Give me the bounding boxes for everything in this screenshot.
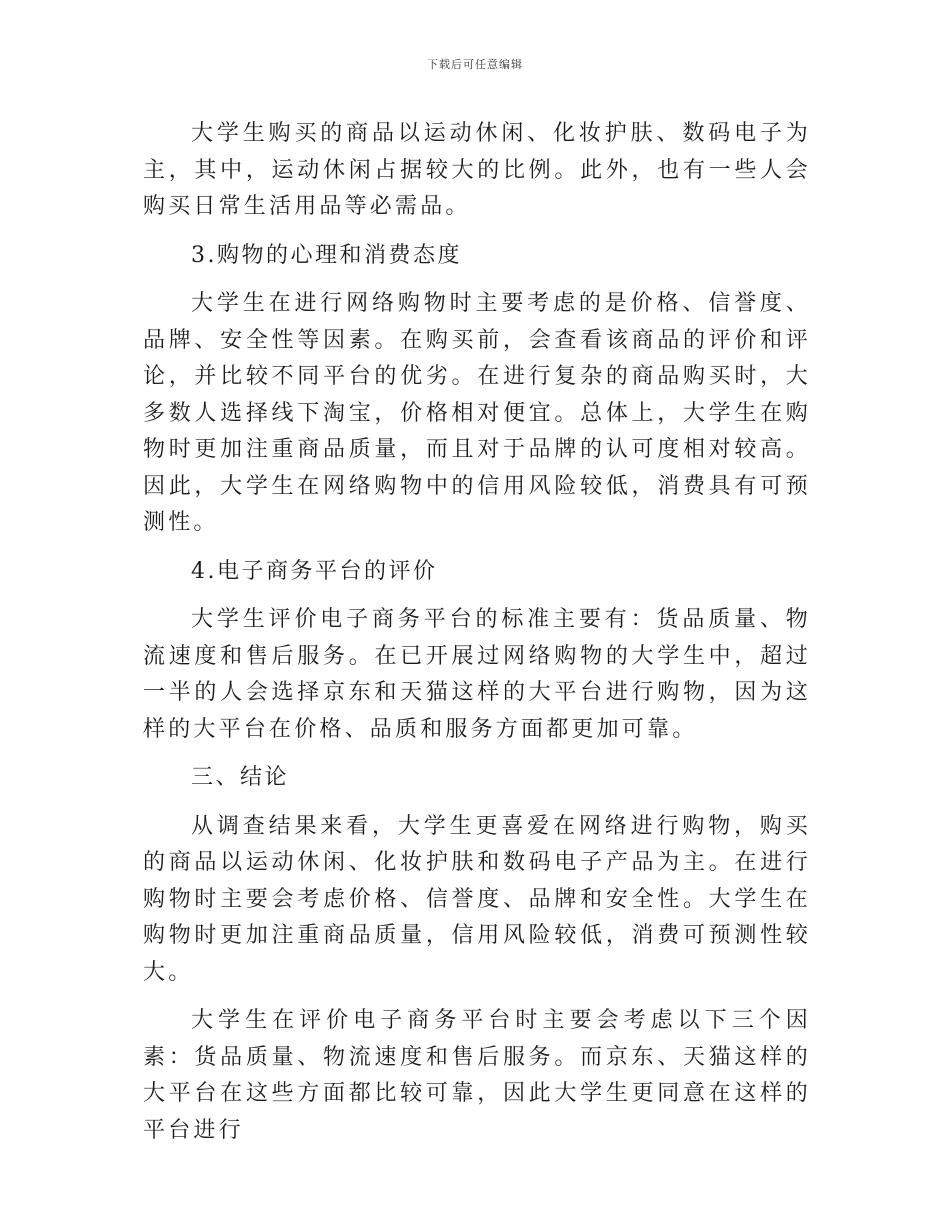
section-heading-platform-evaluation: 4.电子商务平台的评价: [191, 558, 438, 584]
paragraph-shopping-psychology: 大学生在进行网络购物时主要考虑的是价格、信誉度、品牌、安全性等因素。在购买前，会查看该商品的评价和评论，并比较不同平台的优劣。在进行复杂的商品购买时，大多数人选择线下淘宝，价格相对便宜。总体上，大学生在购物时更加注重商品质量，而且对于品牌的认可度相对较高。因此，大学生在网络购物中的信用风险较低，消费具有可预测性。: [143, 291, 811, 535]
page-header: 下载后可任意编辑: [427, 58, 523, 71]
section-heading-conclusion: 三、结论: [191, 765, 290, 790]
section-heading-shopping-psychology: 3.购物的心理和消费态度: [191, 242, 462, 268]
paragraph-purchased-goods: 大学生购买的商品以运动休闲、化妆护肤、数码电子为主，其中，运动休闲占据较大的比例。此外，也有一些人会购买日常生活用品等必需品。: [143, 121, 811, 219]
paragraph-platform-evaluation: 大学生评价电子商务平台的标准主要有：货品质量、物流速度和售后服务。在已开展过网络购物的大学生中，超过一半的人会选择京东和天猫这样的大平台进行购物，因为这样的大平台在价格、品质和服务方面都更加可靠。: [143, 607, 811, 742]
paragraph-conclusion-1: 从调查结果来看，大学生更喜爱在网络进行购物，购买的商品以运动休闲、化妆护肤和数码电子产品为主。在进行购物时主要会考虑价格、信誉度、品牌和安全性。大学生在购物时更加注重商品质量，信用风险较低，消费可预测性较大。: [143, 813, 811, 985]
document-body: [143, 116, 811, 1149]
paragraph-conclusion-2: 大学生在评价电子商务平台时主要会考虑以下三个因素：货品质量、物流速度和售后服务。而京东、天猫这样的大平台在这些方面都比较可靠，因此大学生更同意在这样的平台进行: [143, 1008, 811, 1143]
